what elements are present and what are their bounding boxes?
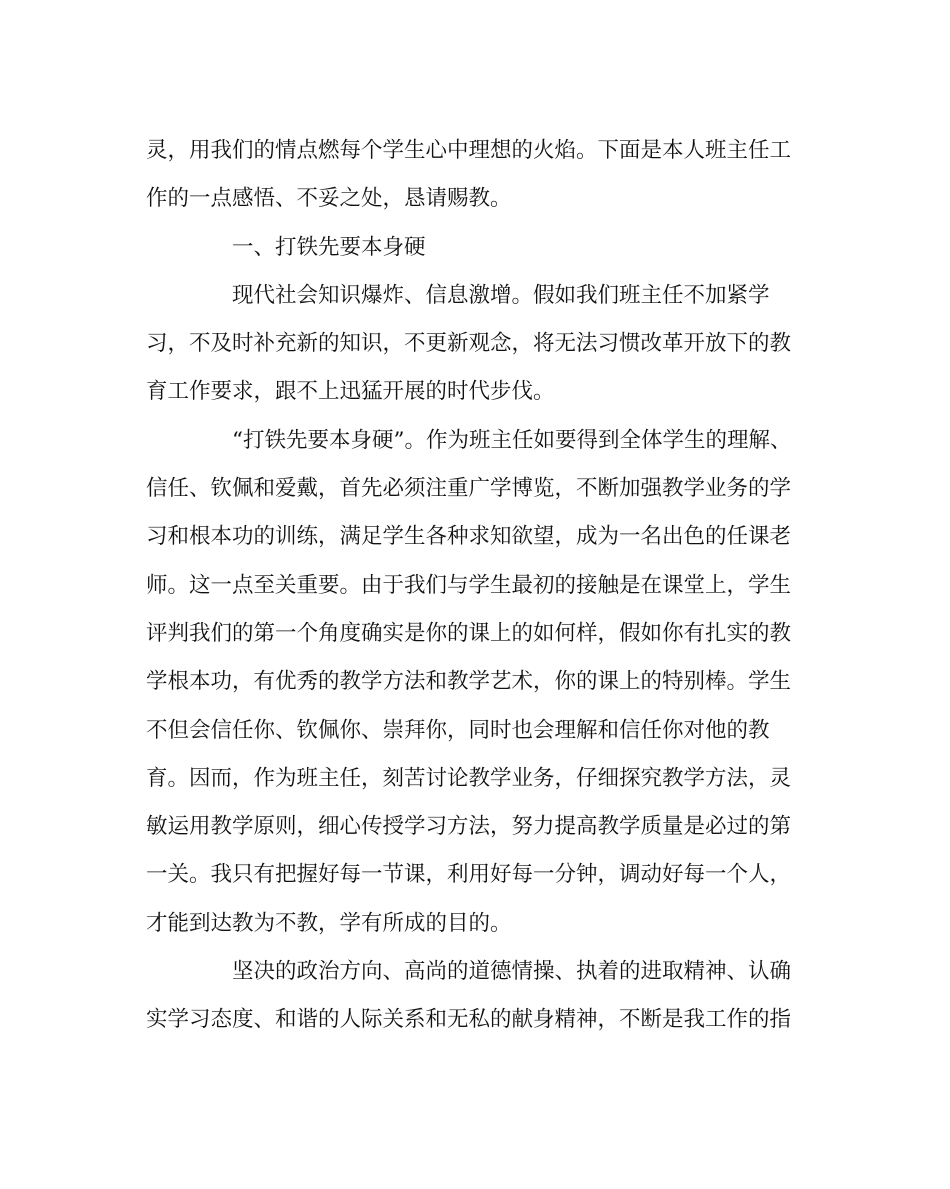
text-line: 灵，用我们的情点燃每个学生心中理想的火焰。下面是本人班主任工 <box>146 138 792 163</box>
text-line: 育。因而，作为班主任，刻苦讨论教学业务，仔细探究教学方法，灵 <box>146 765 792 791</box>
document-body <box>146 127 806 1045</box>
text-line: 育工作要求，跟不上迅猛开展的时代步伐。 <box>146 379 555 405</box>
paragraph-start: 坚决的政治方向、高尚的道德情操、执着的进取精神、认确 <box>232 959 792 985</box>
text-line: 实学习态度、和谐的人际关系和无私的献身精神，不断是我工作的指 <box>146 1007 792 1033</box>
text-line: 不但会信任你、钦佩你、崇拜你，同时也会理解和信任你对他的教 <box>146 717 770 743</box>
text-line: 作的一点感悟、不妥之处，恳请赐教。 <box>146 186 512 212</box>
text-line: 习和根本功的训练，满足学生各种求知欲望，成为一名出色的任课老 <box>146 524 792 550</box>
text-line: 一关。我只有把握好每一节课，利用好每一分钟，调动好每一个人， <box>146 862 792 888</box>
text-line: 习，不及时补充新的知识，不更新观念，将无法习惯改革开放下的教 <box>146 331 792 357</box>
text-line: 敏运用教学原则，细心传授学习方法，努力提高教学质量是必过的第 <box>146 814 792 840</box>
paragraph-start: “打铁先要本身硬”。作为班主任如要得到全体学生的理解、 <box>232 427 792 453</box>
text-line: 才能到达教为不教，学有所成的目的。 <box>146 910 512 936</box>
section-heading: 一、打铁先要本身硬 <box>232 234 426 260</box>
text-line: 评判我们的第一个角度确实是你的课上的如何样，假如你有扎实的教 <box>146 620 792 646</box>
text-line: 信任、钦佩和爱戴，首先必须注重广学博览，不断加强教学业务的学 <box>146 476 792 502</box>
paragraph-start: 现代社会知识爆炸、信息激增。假如我们班主任不加紧学 <box>232 282 770 308</box>
text-line: 师。这一点至关重要。由于我们与学生最初的接触是在课堂上，学生 <box>146 572 792 598</box>
text-line: 学根本功，有优秀的教学方法和教学艺术，你的课上的特别棒。学生 <box>146 669 792 695</box>
